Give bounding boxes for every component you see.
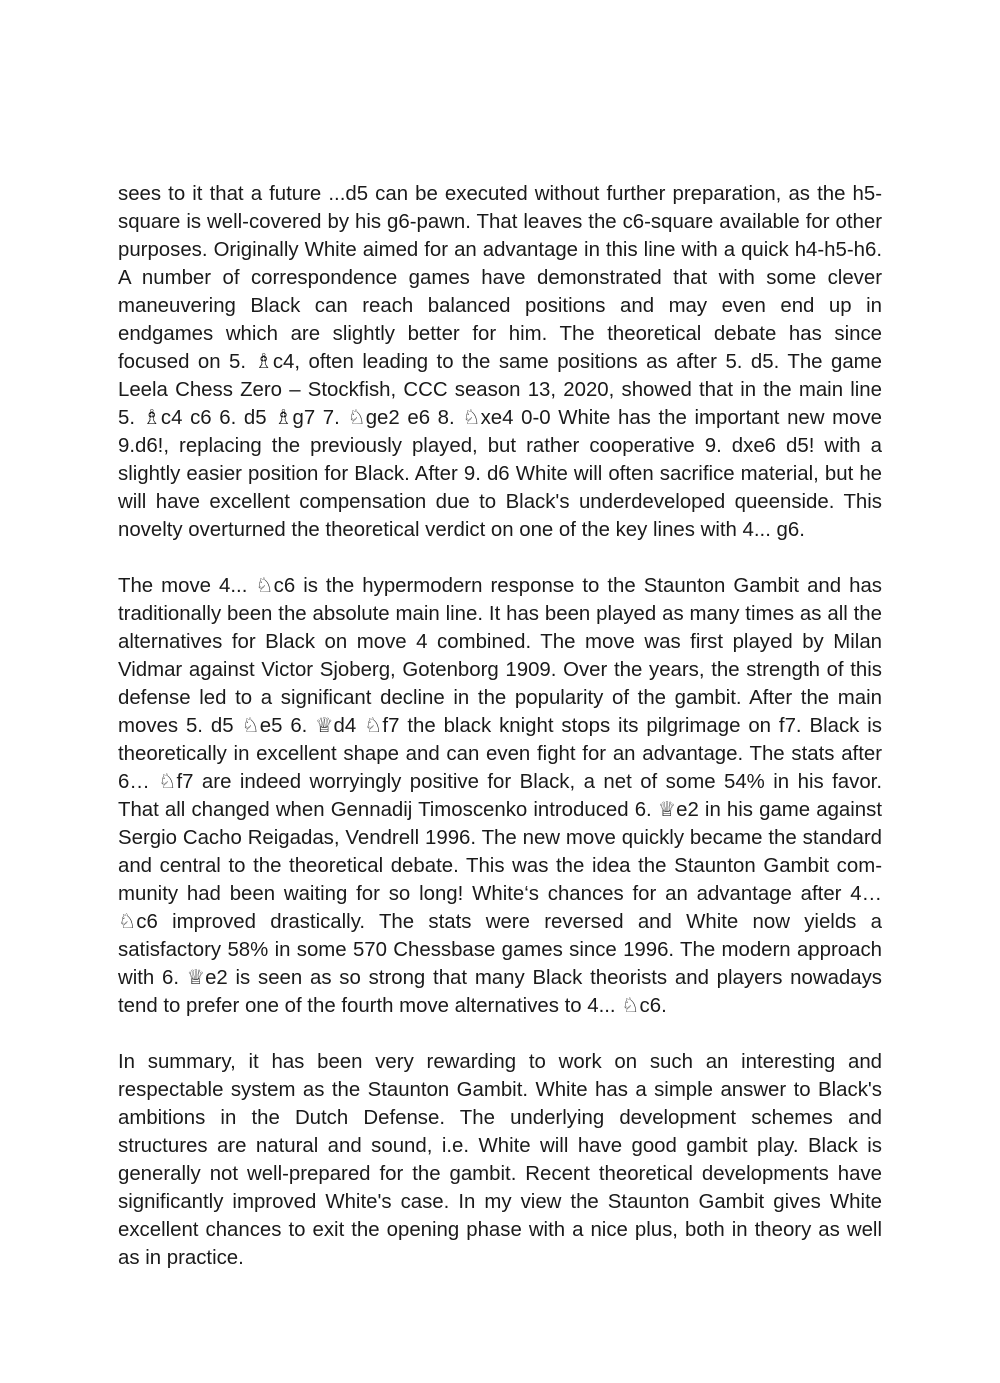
paragraph-summary: In summary, it has been very rewarding to work on such an interesting and respectable system as the Staunton Gambit. White has a simple answer to Black's ambitions in the Dutch Defense. The underlying development schemes and structures are natural and sound, i.e. White will have good gambit play. Black is generally not well-prepared for the gambit. Recent theoretical developments have significantly improved White's case. In my view the Staunton Gambit gives White excellent chances to exit the opening phase with a nice plus, both in theory as well as in practice. <box>118 1051 882 1269</box>
paragraph-nc6-line: The move 4... ♘c6 is the hypermodern response to the Staunton Gambit and has traditionally been the absolute main line. It has been played as many times as all the alternatives for Black on move 4 combined. The move was first played by Milan Vidmar against Victor Sjoberg, Gotenborg 1909. Over the years, the strength of this defense led to a significant decline in the popularity of the gambit. After the main moves 5. d5 ♘e5 6. ♕d4 ♘f7 the black knight stops its pilgrimage on f7. Black is theoretically in excellent shape and can even fight for an advantage. The stats after 6… ♘f7 are indeed worryingly positive for Black, a net of some 54% in his favor. That all changed when Gennadij Timoscenko introduced 6. ♕e2 in his game against Sergio Cacho Reigadas, Vendrell 1996. The new move quickly became the standard and central to the theoretical debate. This was the idea the Staunton Gambit community had been waiting for so long! White‘s chances for an advantage after 4… ♘c6 improved drastically. The stats were reversed and White now yields a satisfactory 58% in some 570 Chessbase games since 1996. The modern approach with 6. ♕e2 is seen as so strong that many Black theorists and players nowadays tend to prefer one of the fourth move alternatives to 4... ♘c6. <box>118 575 882 1017</box>
paragraph-g6-line: sees to it that a future ...d5 can be executed without further preparation, as the h5-square is well-covered by his g6-pawn. That leaves the c6-square available for other purposes. Originally White aimed for an advantage in this line with a quick h4-h5-h6. A number of correspondence games have demonstrated that with some clever maneuvering Black can reach balanced positions and may even end up in endgames which are slightly better for him. The theoretical debate has since focused on 5. ♗c4, often leading to the same positions as after 5. d5. The game Leela Chess Zero – Stockfish, CCC season 13, 2020, showed that in the main line 5. ♗c4 c6 6. d5 ♗g7 7. ♘ge2 e6 8. ♘xe4 0-0 White has the important new move 9.d6!, replacing the previously played, but rather cooperative 9. dxe6 d5! with a slightly easier position for Black. After 9. d6 White will often sacrifice material, but he will have excellent compensation due to Black's underdeveloped queenside. This novelty overturned the theoretical verdict on one of the key lines with 4... g6. <box>118 183 882 541</box>
page-body <box>118 180 882 1300</box>
